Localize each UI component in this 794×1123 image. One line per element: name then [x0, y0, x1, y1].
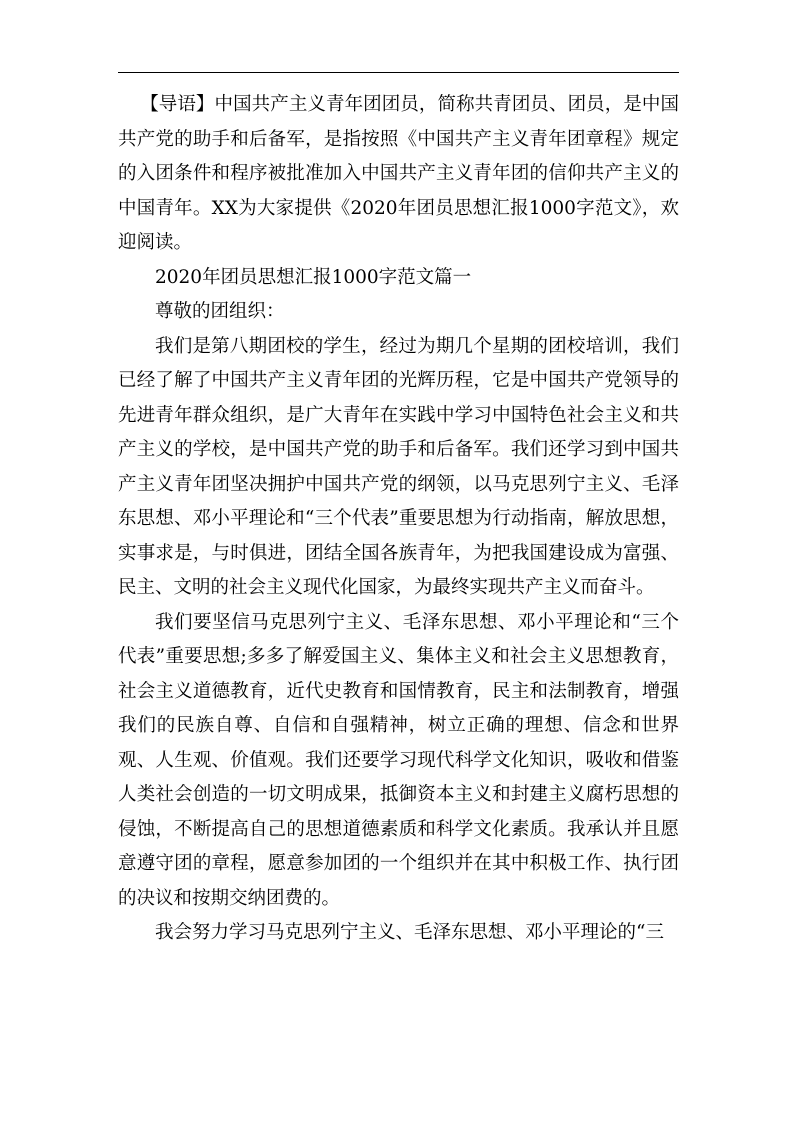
intro-paragraph: 【导语】中国共产主义青年团团员，简称共青团员、团员，是中国共产党的助手和后备军，是指按照《中国共产主义青年团章程》规定的入团条件和程序被批准加入中国共产主义青年团的信仰共产主义的中国青年。XX为大家提供《2020年团员思想汇报1000字范文》，欢迎阅读。: [118, 94, 679, 253]
document-body: [118, 88, 679, 951]
section-heading: 2020年团员思想汇报1000字范文篇一: [155, 266, 472, 288]
body-paragraph: 我们要坚信马克思列宁主义、毛泽东思想、邓小平理论和“三个代表”重要思想;多多了解爱国主义、集体主义和社会主义思想教育，社会主义道德教育，近代史教育和国情教育，民主和法制教育，增强我们的民族自尊、自信和自强精神，树立正确的理想、信念和世界观、人生观、价值观。我们还要学习现代科学文化知识，吸收和借鉴人类社会创造的一切文明成果，抵御资本主义和封建主义腐朽思想的侵蚀，不断提高自己的思想道德素质和科学文化素质。我承认并且愿意遵守团的章程，愿意参加团的一个组织并在其中积极工作、执行团的决议和按期交纳团费的。: [118, 611, 679, 909]
body-paragraph: 我们是第八期团校的学生，经过为期几个星期的团校培训，我们已经了解了中国共产主义青年团的光辉历程，它是中国共产党领导的先进青年群众组织，是广大青年在实践中学习中国特色社会主义和共产主义的学校，是中国共产党的助手和后备军。我们还学习到中国共产主义青年团坚决拥护中国共产党的纲领，以马克思列宁主义、毛泽东思想、邓小平理论和“三个代表”重要思想为行动指南，解放思想，实事求是，与时俱进，团结全国各族青年，为把我国建设成为富强、民主、文明的社会主义现代化国家，为最终实现共产主义而奋斗。: [118, 335, 679, 598]
body-paragraph: 我会努力学习马克思列宁主义、毛泽东思想、邓小平理论的“三: [155, 922, 664, 943]
salutation: 尊敬的团组织：: [155, 301, 285, 322]
header-rule: [118, 72, 679, 73]
